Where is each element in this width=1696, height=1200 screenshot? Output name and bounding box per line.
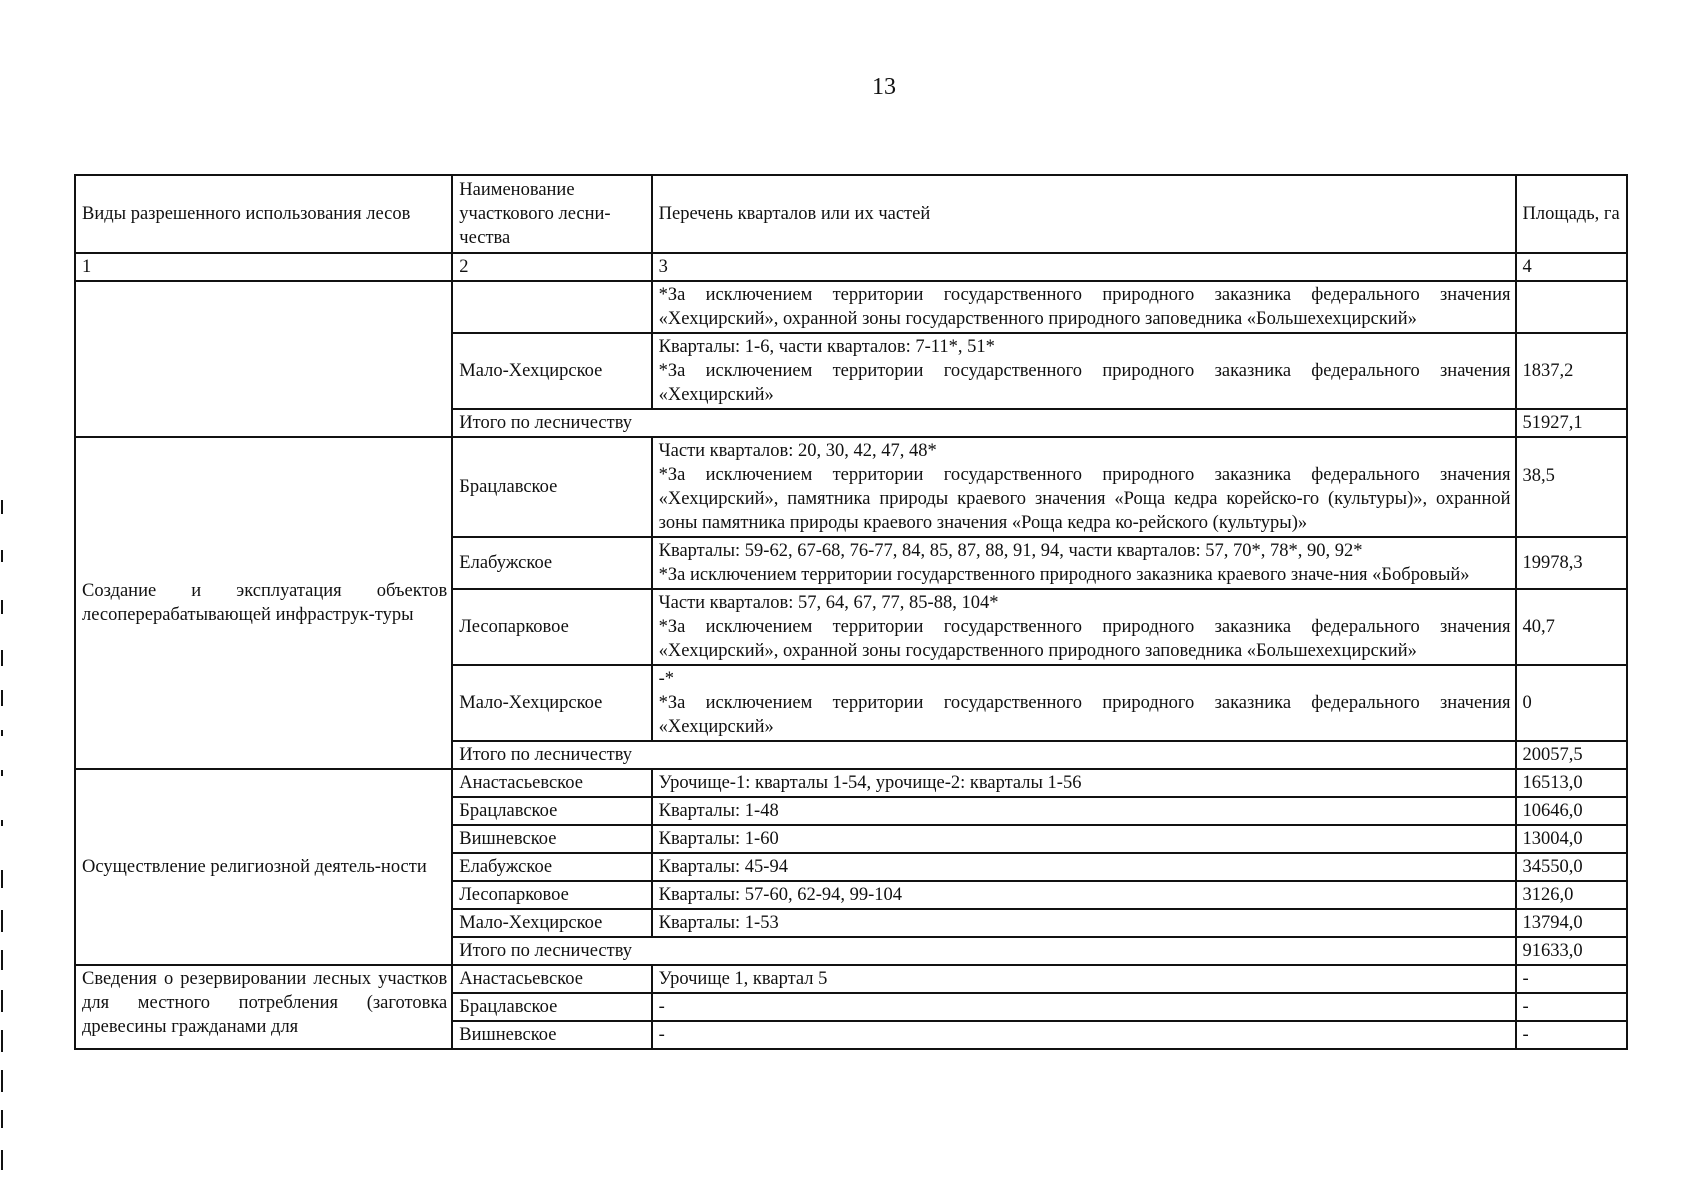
forestry-name-cell: Брацлавское <box>452 797 651 825</box>
quarters-text: Части кварталов: 20, 30, 42, 47, 48* <box>658 441 937 461</box>
table-header-row <box>75 175 1627 253</box>
area-cell: 13004,0 <box>1516 825 1628 853</box>
usage-type-cell <box>75 281 452 437</box>
quarters-text: -* <box>658 669 675 689</box>
total-area: 20057,5 <box>1516 741 1628 769</box>
quarters-text: Кварталы: 1-6, части кварталов: 7-11*, 51* <box>658 337 995 357</box>
total-label: Итого по лесничеству <box>452 741 1515 769</box>
usage-type-cell: Создание и эксплуатация объектов лесоперерабатывающей инфраструк-туры <box>75 437 452 769</box>
total-area: 91633,0 <box>1516 937 1628 965</box>
total-area: 51927,1 <box>1516 409 1628 437</box>
quarters-cell <box>652 333 1516 409</box>
area-cell: 1837,2 <box>1516 333 1628 409</box>
page-number: 13 <box>872 74 896 100</box>
area-cell: 40,7 <box>1516 589 1628 665</box>
area-cell: 16513,0 <box>1516 769 1628 797</box>
table-row <box>75 769 1627 797</box>
header-quarters-list: Перечень кварталов или их частей <box>652 175 1516 253</box>
area-cell: 3126,0 <box>1516 881 1628 909</box>
quarters-cell: Кварталы: 57-60, 62-94, 99-104 <box>652 881 1516 909</box>
area-cell: 38,5 <box>1516 437 1628 537</box>
scan-margin-marks <box>0 490 4 1190</box>
quarters-cell: Урочище-1: кварталы 1-54, урочище-2: кварталы 1-56 <box>652 769 1516 797</box>
area-cell: - <box>1516 965 1628 993</box>
quarters-cell: Кварталы: 1-53 <box>652 909 1516 937</box>
area-cell: 13794,0 <box>1516 909 1628 937</box>
usage-type-cell: Сведения о резервировании лесных участков для местного потребления (заготовка древесины гражданами для <box>75 965 452 1049</box>
area-cell: 10646,0 <box>1516 797 1628 825</box>
forestry-name-cell: Брацлавское <box>452 993 651 1021</box>
quarters-cell <box>652 665 1516 741</box>
quarters-cell: Кварталы: 45-94 <box>652 853 1516 881</box>
quarters-text: Части кварталов: 57, 64, 67, 77, 85-88, 104* <box>658 593 999 613</box>
forestry-name-cell: Мало-Хехцирское <box>452 333 651 409</box>
total-label: Итого по лесничеству <box>452 409 1515 437</box>
area-cell: - <box>1516 1021 1628 1049</box>
quarters-note: *За исключением территории государственного природного заказника федерального значения «Хехцирский» <box>658 693 1511 737</box>
column-number: 2 <box>452 253 651 281</box>
area-cell: 19978,3 <box>1516 537 1628 589</box>
table-row <box>75 281 1627 333</box>
forestry-name-cell: Мало-Хехцирское <box>452 909 651 937</box>
forestry-name-cell: Елабужское <box>452 853 651 881</box>
quarters-cell <box>652 437 1516 537</box>
column-number: 3 <box>652 253 1516 281</box>
column-number-row <box>75 253 1627 281</box>
area-cell: 34550,0 <box>1516 853 1628 881</box>
header-area: Площадь, га <box>1516 175 1628 253</box>
forestry-name-cell: Елабужское <box>452 537 651 589</box>
forestry-name-cell: Вишневское <box>452 825 651 853</box>
forestry-name-cell: Анастасьевское <box>452 769 651 797</box>
usage-type-cell: Осуществление религиозной деятель-ности <box>75 769 452 965</box>
header-usage-type: Виды разрешенного использования лесов <box>75 175 452 253</box>
forestry-name-cell: Лесопарковое <box>452 589 651 665</box>
area-cell: 0 <box>1516 665 1628 741</box>
quarters-cell: Кварталы: 1-60 <box>652 825 1516 853</box>
quarters-cell: - <box>652 1021 1516 1049</box>
quarters-cell: *За исключением территории государственного природного заказника федерального значения «Хехцирский», охранной зоны государственного природного заповедника «Большехехцирский» <box>652 281 1516 333</box>
header-forestry-name: Наименование участкового лесни-чества <box>452 175 651 253</box>
total-label: Итого по лесничеству <box>452 937 1515 965</box>
forestry-name-cell: Вишневское <box>452 1021 651 1049</box>
quarters-note: *За исключением территории государственного природного заказника краевого значе-ния «Бобровый» <box>658 565 1470 585</box>
quarters-cell <box>652 589 1516 665</box>
forest-usage-table <box>74 174 1628 1050</box>
quarters-cell: - <box>652 993 1516 1021</box>
table-row <box>75 965 1627 993</box>
quarters-cell: Кварталы: 1-48 <box>652 797 1516 825</box>
area-cell: - <box>1516 993 1628 1021</box>
column-number: 1 <box>75 253 452 281</box>
quarters-note: *За исключением территории государственного природного заказника федерального значения «Хехцирский», памятника природы краевого значения «Роща кедра корейско-го (культуры)», охранной зоны памятника природы краевого значения «Роща кедра ко-рейского (культуры)» <box>658 465 1511 533</box>
quarters-cell: Урочище 1, квартал 5 <box>652 965 1516 993</box>
forestry-name-cell <box>452 281 651 333</box>
column-number: 4 <box>1516 253 1628 281</box>
quarters-note: *За исключением территории государственного природного заказника федерального значения «Хехцирский», охранной зоны государственного природного заповедника «Большехехцирский» <box>658 617 1511 661</box>
area-cell <box>1516 281 1628 333</box>
forestry-name-cell: Анастасьевское <box>452 965 651 993</box>
forestry-name-cell: Мало-Хехцирское <box>452 665 651 741</box>
table-row <box>75 437 1627 537</box>
forestry-name-cell: Брацлавское <box>452 437 651 537</box>
quarters-cell <box>652 537 1516 589</box>
forestry-name-cell: Лесопарковое <box>452 881 651 909</box>
quarters-text: Кварталы: 59-62, 67-68, 76-77, 84, 85, 87, 88, 91, 94, части кварталов: 57, 70*, 78*, 90, 92* <box>658 541 1363 561</box>
quarters-note: *За исключением территории государственного природного заказника федерального значения «Хехцирский» <box>658 361 1511 405</box>
